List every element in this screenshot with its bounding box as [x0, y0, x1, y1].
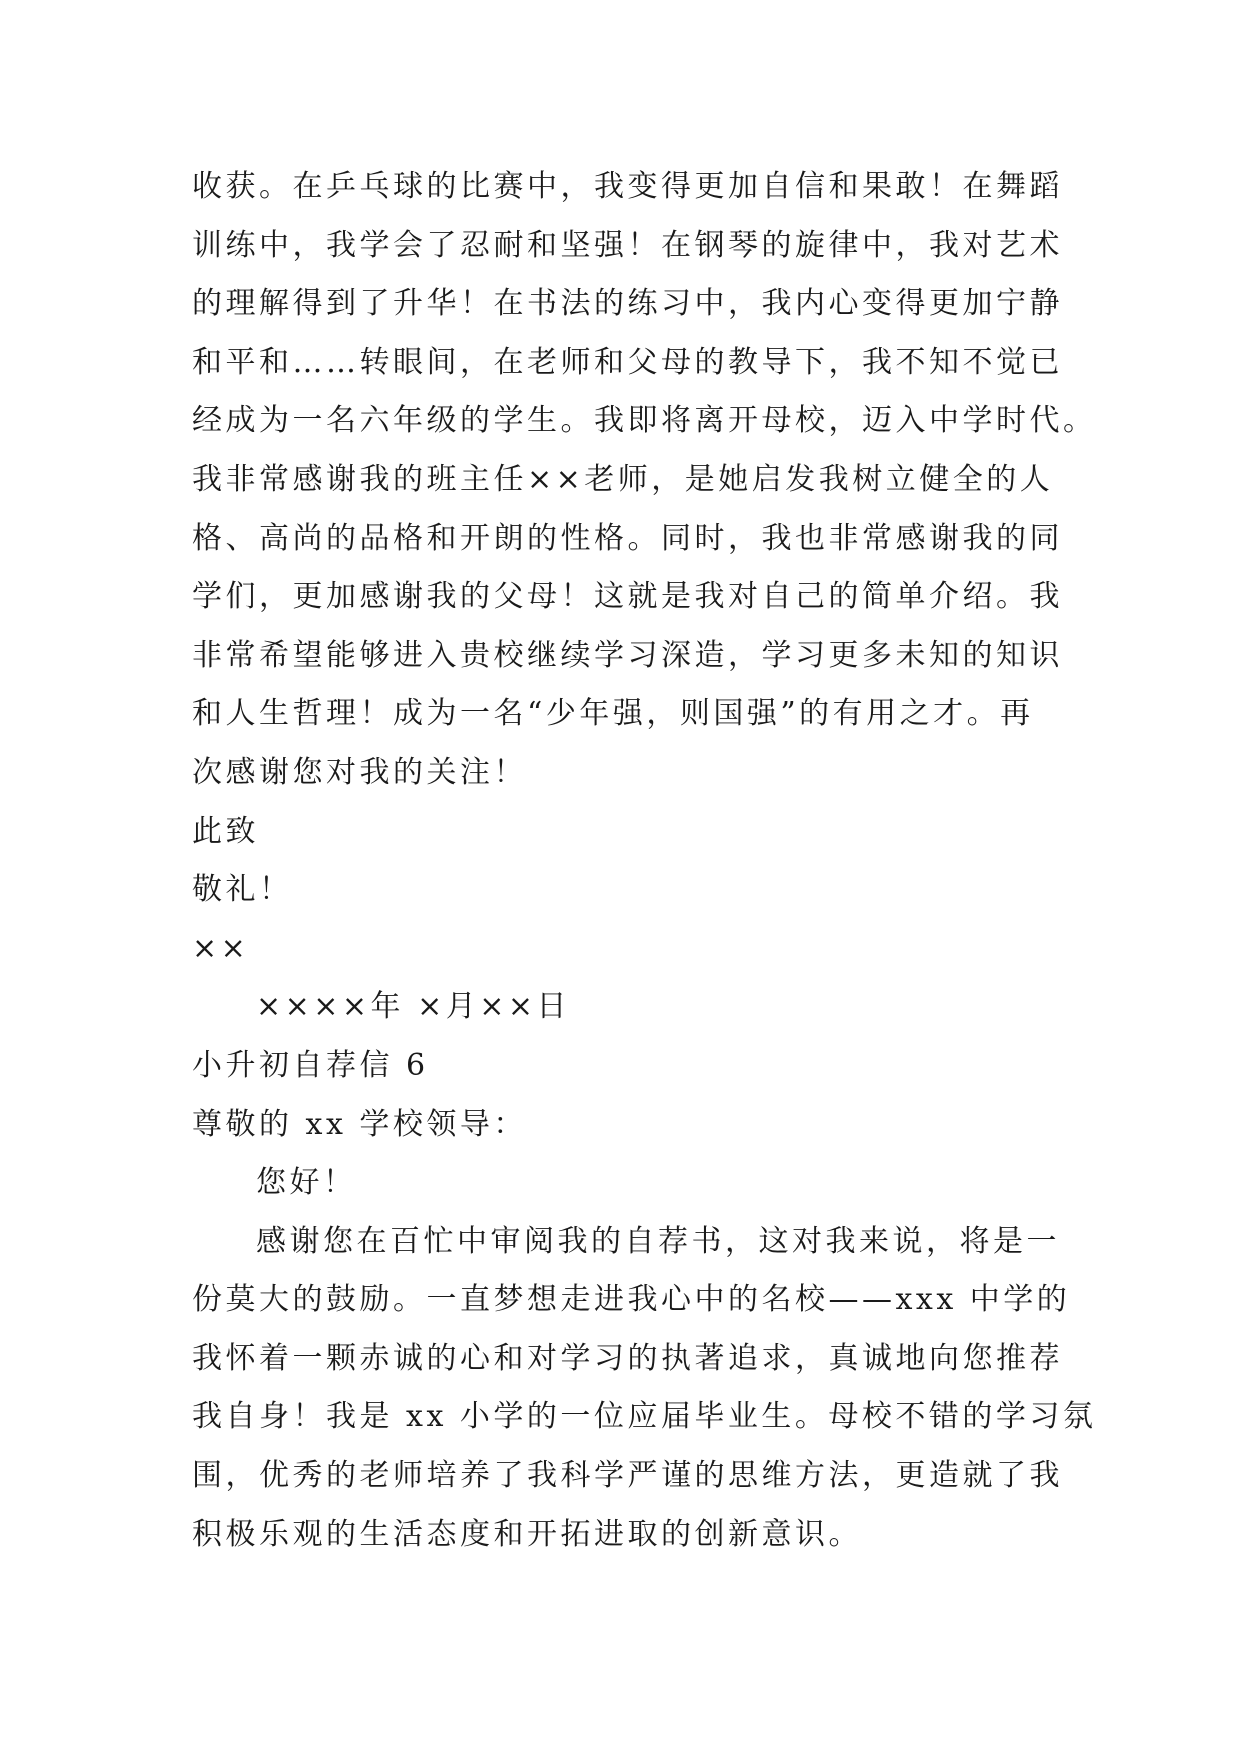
paragraph-line: 围，优秀的老师培养了我科学严谨的思维方法，更造就了我 — [192, 1458, 1063, 1494]
letter-text — [192, 158, 1097, 1564]
letter-6-paragraph — [192, 1213, 1097, 1565]
body-line: 经成为一名六年级的学生。我即将离开母校，迈入中学时代。 — [192, 403, 1097, 439]
body-line: 格、高尚的品格和开朗的性格。同时，我也非常感谢我的同 — [192, 520, 1063, 556]
paragraph-line: 我怀着一颗赤诚的心和对学习的执著追求，真诚地向您推荐 — [192, 1340, 1063, 1376]
letter-6-title: 小升初自荐信 6 — [192, 1047, 429, 1083]
paragraph-line: 感谢您在百忙中审阅我的自荐书，这对我来说，将是一 — [256, 1223, 1060, 1259]
body-line: 收获。在乒乓球的比赛中，我变得更加自信和果敢！在舞蹈 — [192, 169, 1063, 204]
letter-5-body — [192, 158, 1097, 803]
salutation: 尊敬的 xx 学校领导： — [192, 1106, 527, 1142]
body-line: 训练中，我学会了忍耐和坚强！在钢琴的旋律中，我对艺术 — [192, 227, 1063, 263]
body-line: 学们，更加感谢我的父母！这就是我对自己的简单介绍。我 — [192, 579, 1063, 615]
closing-cizhi: 此致 — [192, 813, 259, 849]
body-line: 和平和……转眼间，在老师和父母的教导下，我不知不觉已 — [192, 344, 1063, 380]
paragraph-line: 我自身！我是 xx 小学的一位应届毕业生。母校不错的学习氛 — [192, 1399, 1097, 1435]
body-line: 和人生哲理！成为一名“少年强，则国强”的有用之才。再 — [192, 696, 1034, 732]
body-line: 非常希望能够进入贵校继续学习深造，学习更多未知的知识 — [192, 637, 1063, 673]
paragraph-line: 积极乐观的生活态度和开拓进取的创新意识。 — [192, 1516, 862, 1552]
greeting: 您好！ — [256, 1165, 357, 1201]
paragraph-line: 份莫大的鼓励。一直梦想走进我心中的名校——xxx 中学的 — [192, 1282, 1071, 1318]
letter-date: ××××年 ×月××日 — [256, 989, 570, 1025]
body-line: 我非常感谢我的班主任××老师，是她启发我树立健全的人 — [192, 461, 1054, 497]
closing-jingli: 敬礼！ — [192, 872, 293, 908]
body-line: 次感谢您对我的关注！ — [192, 754, 527, 790]
body-line: 的理解得到了升华！在书法的练习中，我内心变得更加宁静 — [192, 286, 1063, 322]
signature: ×× — [192, 930, 250, 966]
